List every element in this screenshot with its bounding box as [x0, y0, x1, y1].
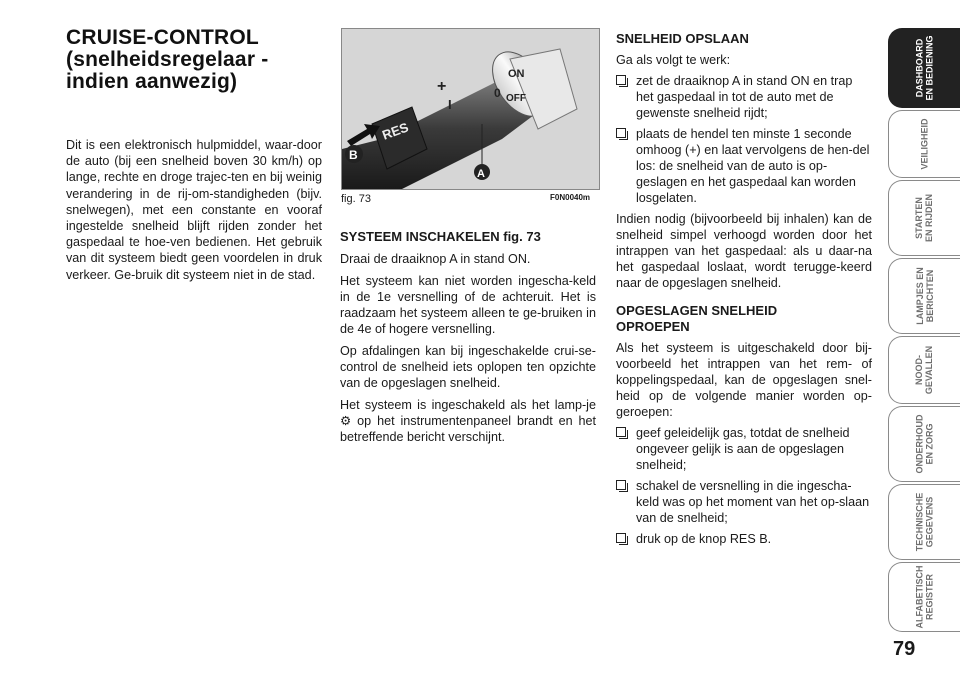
- heading-snelheid-opslaan: SNELHEID OPSLAAN: [616, 31, 749, 46]
- bullet-1: zet de draaiknop A in stand ON en trap het gaspedaal in tot de auto met de gewenste snelheid rijdt;: [616, 73, 872, 121]
- bullet-5: druk op de knop RES B.: [616, 531, 872, 547]
- column-3: [616, 31, 872, 547]
- title-line-2: (snelheidsregelaar -: [66, 48, 269, 71]
- zero-label: 0: [494, 86, 501, 100]
- heading-systeem-inschakelen: SYSTEEM INSCHAKELEN fig. 73: [340, 229, 541, 244]
- figure-caption: fig. 73: [341, 193, 371, 205]
- res-label: RES: [380, 119, 411, 143]
- callout-b-label: B: [349, 148, 358, 162]
- figure-code: F0N0040m: [550, 193, 591, 202]
- tab-noodgevallen[interactable]: NOOD- GEVALLEN: [888, 336, 960, 404]
- page-title: [66, 27, 268, 93]
- tab-dashboard-en-bediening[interactable]: DASHBOARD EN BEDIENING: [888, 28, 960, 108]
- tab-starten-en-rijden[interactable]: STARTEN EN RIJDEN: [888, 180, 960, 256]
- col3-para1: Indien nodig (bijvoorbeeld bij inhalen) kan de snelheid simpel verhoogd worden door het intrappen van het gaspedaal: als u daar-na het gaspedaal loslaat, wordt terugge-keerd naar de opgeslagen snelheid.: [616, 212, 872, 290]
- cruise-control-lever-illustration: [342, 29, 599, 189]
- col2-p2: Het systeem kan niet worden ingescha-keld in de 1e versnelling of de achteruit. Het is raadzaam het systeem alleen te ge-bruiken in de 4e of hogere versnelling.: [340, 274, 596, 336]
- checkbox-bullet-icon: [616, 480, 626, 490]
- lead-ga-als-volgt: Ga als volgt te werk:: [616, 53, 731, 67]
- tab-alfabetisch-register[interactable]: ALFABETISCH REGISTER: [888, 562, 960, 632]
- col2-p4: Het systeem is ingeschakeld als het lamp-je ⚙ op het instrumentenpaneel brandt en het betreffende bericht verschijnt.: [340, 398, 596, 444]
- checkbox-bullet-icon: [616, 75, 626, 85]
- tab-technische-gegevens[interactable]: TECHNISCHE GEGEVENS: [888, 484, 960, 560]
- checkbox-bullet-icon: [616, 128, 626, 138]
- figure-73: [341, 28, 600, 190]
- tab-veiligheid[interactable]: VEILIGHEID: [888, 110, 960, 178]
- title-line-3: indien aanwezig): [66, 70, 238, 93]
- bullet-4: schakel de versnelling in die ingescha-keld was op het moment van het op-slaan van de snelheid;: [616, 478, 872, 526]
- col3-para2: Als het systeem is uitgeschakeld door bij-voorbeeld het intrappen van het rem- of koppelingspedaal, kan de opgeslagen snel-heid op de volgende manier worden op-geroepen:: [616, 341, 872, 419]
- heading-opgeslagen-snelheid: OPGESLAGEN SNELHEID OPROEPEN: [616, 303, 778, 334]
- col2-p1: Draai de draaiknop A in stand ON.: [340, 252, 531, 266]
- checkbox-bullet-icon: [616, 427, 626, 437]
- page-number: 79: [893, 638, 916, 660]
- off-label: OFF: [506, 93, 526, 104]
- plus-label: +: [437, 78, 447, 95]
- bullet-2: plaats de hendel ten minste 1 seconde omhoog (+) en laat vervolgens de hen-del los: de snelheid van de auto is op-geslagen en het gaspedaal kan worden losgelaten.: [616, 126, 872, 206]
- callout-a-label: A: [477, 168, 485, 180]
- intro-paragraph: Dit is een elektronisch hulpmiddel, waar-door de auto (bij een snelheid boven 30 km/h) op lange, rechte en droge trajec-ten en bij weinig verandering in de rij-om-standigheden (bijv. snelwegen), met een constante en vooraf ingestelde snelheid blijft rijden zonder het gaspedaal te hoe-ven bedienen. Het gebruik van dit systeem biedt geen voordelen in druk verkeer. Ge-bruik dit systeem niet in de stad.: [66, 138, 322, 282]
- checkbox-bullet-icon: [616, 533, 626, 543]
- bullet-3: geef geleidelijk gas, totdat de snelheid ongeveer gelijk is aan de opgeslagen snelheid;: [616, 425, 872, 473]
- on-label: ON: [508, 68, 525, 80]
- title-line-1: CRUISE-CONTROL: [66, 26, 259, 49]
- one-label: I: [448, 97, 452, 112]
- tab-onderhoud-en-zorg[interactable]: ONDERHOUD EN ZORG: [888, 406, 960, 482]
- col2-p3: Op afdalingen kan bij ingeschakelde crui-se-control de snelheid iets oplopen ten opzichte van de opgeslagen snelheid.: [340, 344, 596, 390]
- column-2: [340, 229, 596, 445]
- tab-lampjes-en-berichten[interactable]: LAMPJES EN BERICHTEN: [888, 258, 960, 334]
